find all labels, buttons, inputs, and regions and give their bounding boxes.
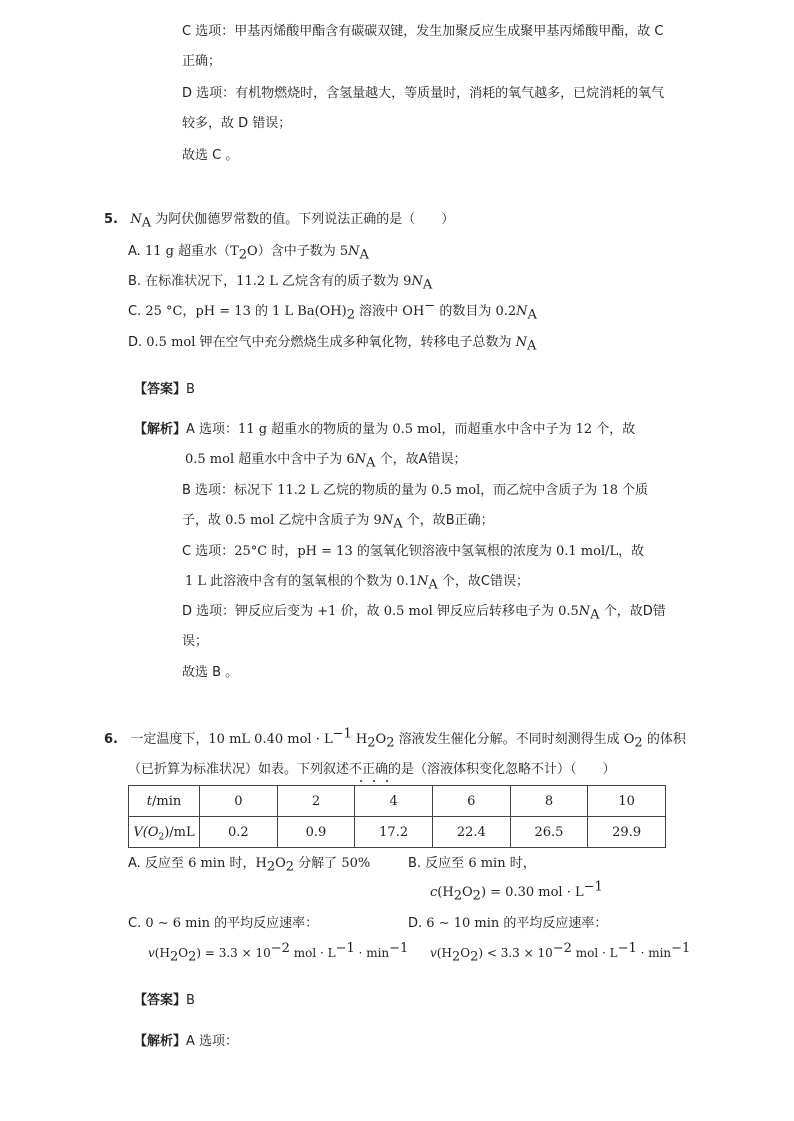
q5-answer: 【答案】B: [134, 382, 195, 397]
table-cell: 2: [277, 786, 355, 817]
q5-analysis-b2: 子，故 0.5 mol 乙烷中含质子为 $9N_A$ 个，故B正确；: [182, 513, 494, 532]
table-cell: 0.2: [200, 817, 278, 848]
q6-option-d-line1: D. 6 ∼ 10 min 的平均反应速率：: [408, 916, 608, 931]
q5-analysis-a1: 【解析】A 选项：11 g 超重水的物质的量为 0.5 mol，而超重水中含中子为 12 个，故: [134, 422, 636, 437]
table-row-volume: [129, 817, 666, 848]
q5-analysis-c1: C 选项：25°C 时，pH = 13 的氢氧化钡溶液中氢氧根的浓度为 0.1 mol/L，故: [182, 544, 645, 559]
table-cell: 10: [588, 786, 666, 817]
q6-answer: 【答案】B: [134, 993, 195, 1008]
q6-option-b-line1: B. 反应至 6 min 时，: [408, 856, 536, 871]
table-cell: 22.4: [432, 817, 510, 848]
q4-select: 故选 C 。: [182, 148, 239, 163]
q6-option-c-line2: $v(H_2O_2) = 3.3 \times 10^{-2}$ mol · $L^{-1} \cdot \min^{-1}$: [148, 941, 409, 965]
emphasis-dot: [386, 780, 388, 782]
q5-option-c: C. 25 °C，pH = 13 的 1 L $Ba(OH)_2$ 溶液中 OH− 的数目为 $0.2N_A$: [128, 298, 537, 323]
table-cell: 17.2: [355, 817, 433, 848]
emphasis-dot: [360, 780, 362, 782]
q5-analysis-b1: B 选项：标况下 11.2 L 乙烷的物质的量为 0.5 mol，而乙烷中含质子为 18 个质: [182, 483, 649, 498]
q6-option-a: A. 反应至 6 min 时，$H_2O_2$ 分解了 50%: [128, 856, 371, 875]
q4-c-line2: 正确；: [182, 54, 222, 69]
table-row-time: [129, 786, 666, 817]
q5-analysis-d2: 误；: [182, 634, 209, 649]
q5-number: 5.: [104, 212, 118, 227]
q4-d-line1: D 选项：有机物燃烧时，含氢量越大，等质量时，消耗的氧气越多，已烷消耗的氧气: [182, 86, 665, 101]
table-header-time: t/min: [129, 786, 200, 817]
q4-c-line1: C 选项：甲基丙烯酸甲酯含有碳碳双键，发生加聚反应生成聚甲基丙烯酸甲酯，故 C: [182, 24, 664, 39]
q4-d-line2: 较多，故 D 错误；: [182, 116, 292, 131]
q5-stem: 5. $N_A$ 为阿伏伽德罗常数的值。下列说法正确的是（ ）: [104, 212, 455, 231]
table-cell: 0.9: [277, 817, 355, 848]
q6-analysis: 【解析】A 选项：: [134, 1034, 239, 1049]
q5-option-a: A. 11 g 超重水$(T_2O)$含中子数为 $5N_A$: [128, 244, 369, 263]
data-table: [128, 785, 666, 848]
q6-option-d-line2: $v(H_2O_2) < 3.3 \times 10^{-2}$ mol · $L^{-1} \cdot \min^{-1}$: [430, 941, 691, 965]
q5-analysis-a2: 0.5 mol 超重水中含中子为 $6N_A$ 个，故A错误；: [185, 452, 467, 471]
table-cell: 4: [355, 786, 433, 817]
table-cell: 29.9: [588, 817, 666, 848]
emphasis-dot: [373, 780, 375, 782]
q6-option-b-line2: $c(H_2O_2) = 0.30$ mol · $L^{-1}$: [430, 879, 603, 904]
table-cell: 8: [510, 786, 588, 817]
q6-stem-line2: （已折算为标准状况）如表。下列叙述不正确的是（溶液体积变化忽略不计）（ ）: [128, 762, 616, 777]
q5-option-b: B. 在标准状况下，11.2 L 乙烷含有的质子数为 $9N_A$: [128, 274, 433, 293]
q5-select: 故选 B 。: [182, 665, 239, 680]
q6-stem-line1: 6. 一定温度下，10 mL 0.40 mol · $L^{-1}$ $H_2O_2$ 溶液发生催化分解。不同时刻测得生成 $O_2$ 的体积: [104, 726, 686, 751]
table-header-volume: $V(O_2)/mL$: [129, 817, 200, 848]
q5-analysis-c2: 1 L 此溶液中含有的氢氧根的个数为 $0.1N_A$ 个，故C错误；: [185, 574, 529, 593]
q5-analysis-d1: D 选项：钾反应后变为 +1 价，故 0.5 mol 钾反应后转移电子为 $0.5N_A$ 个，故D错: [182, 604, 666, 623]
table-cell: 26.5: [510, 817, 588, 848]
q6-option-c-line1: C. 0 ∼ 6 min 的平均反应速率：: [128, 916, 319, 931]
table-cell: 0: [200, 786, 278, 817]
q5-option-d: D. 0.5 mol 钾在空气中充分燃烧生成多种氧化物，转移电子总数为 $N_A$: [128, 335, 537, 354]
q6-number: 6.: [104, 732, 118, 747]
table-cell: 6: [432, 786, 510, 817]
